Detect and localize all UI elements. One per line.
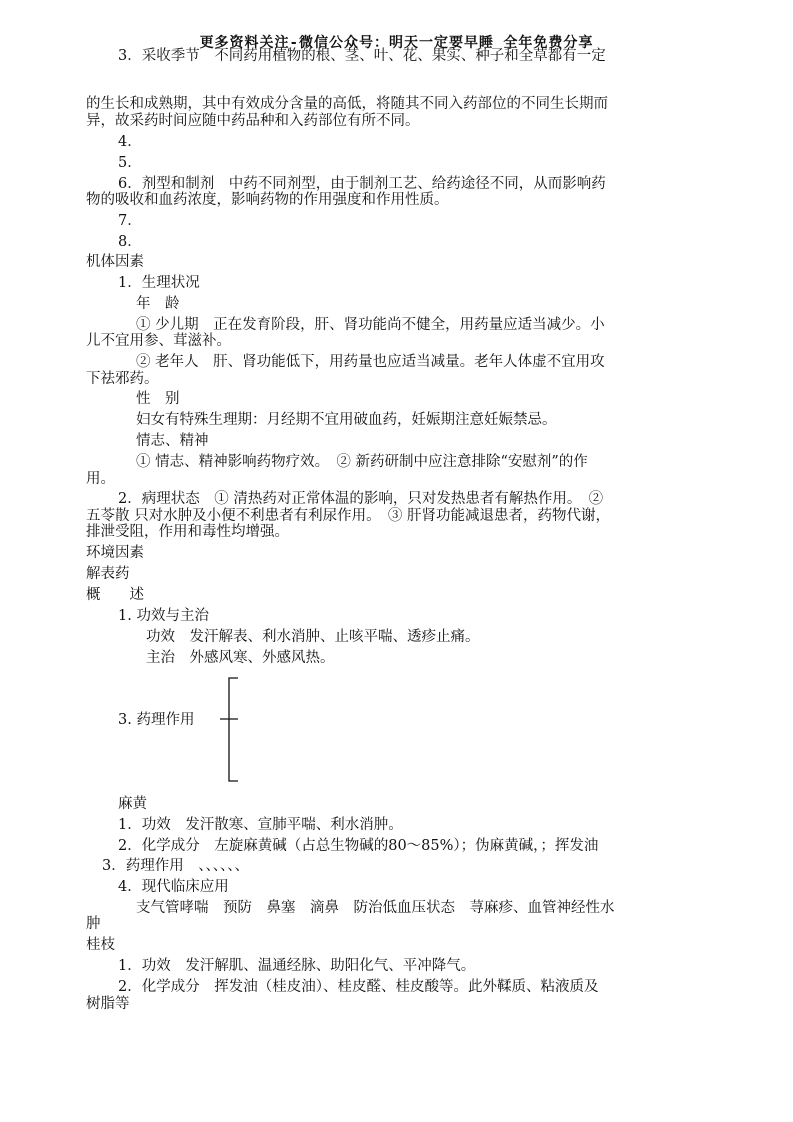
text-line: 情志、精神 [136, 433, 209, 449]
bracket-diagram [216, 677, 246, 783]
section-heading: 桂枝 [86, 937, 115, 953]
text-line: 4．现代临床应用 [118, 879, 229, 895]
page-header: 更多资料关注-微信公众号：明天一定要早睡 全年免费分享 [199, 35, 594, 51]
section-heading: 麻黄 [118, 796, 147, 812]
text-line: ① 少儿期 正在发育阶段，肝、肾功能尚不健全，用药量应适当减少。小 [136, 317, 605, 333]
text-line: 下祛邪药。 [86, 371, 159, 387]
text-line: 儿不宜用参、茸滋补。 [86, 333, 231, 349]
text-line: 5． [118, 155, 142, 171]
text-line: 用。 [86, 471, 115, 487]
text-line: 8． [118, 234, 142, 250]
text-line: 年 龄 [136, 296, 180, 312]
bracket-line [229, 678, 238, 781]
text-line: 3. 药理作用 [118, 712, 195, 728]
text-line: 树脂等 [86, 996, 130, 1012]
text-line: 2．化学成分 左旋麻黄碱（占总生物碱的80～85%）；伪麻黄碱，；挥发油 [118, 838, 599, 854]
text-line: ② 老年人 肝、肾功能低下，用药量也应适当减量。老年人体虚不宜用攻 [136, 354, 605, 370]
section-heading: 机体因素 [86, 254, 144, 270]
text-line: 2．化学成分 挥发油（桂皮油）、桂皮醛、桂皮酸等。此外鞣质、粘液质及 [118, 979, 599, 995]
text-line: 异，故采药时间应随中药品种和入药部位有所不同。 [86, 113, 420, 129]
text-line: 1．生理状况 [118, 275, 200, 291]
section-heading: 解表药 [86, 566, 130, 582]
text-line: 性 别 [136, 391, 180, 407]
text-line: 2．病理状态 ① 清热药对正常体温的影响，只对发热患者有解热作用。 ② [118, 491, 604, 507]
text-line: 3．采收季节 不同药用植物的根、茎、叶、花、果实、种子和全草都有一定 [118, 48, 606, 64]
text-line: 7． [118, 213, 142, 229]
text-line: 排泄受阻，作用和毒性均增强。 [86, 524, 289, 540]
text-line: 1. 功效与主治 [118, 608, 209, 624]
text-line: 1．功效 发汗散寒、宣肺平喘、利水消肿。 [118, 817, 403, 833]
text-line: 4． [118, 134, 142, 150]
text-line: 物的吸收和血药浓度，影响药物的作用强度和作用性质。 [86, 192, 449, 208]
text-line: 支气管哮喘 预防 鼻塞 滴鼻 防治低血压状态 荨麻疹、血管神经性水 [136, 900, 615, 916]
section-heading: 概 述 [86, 587, 144, 603]
text-line: 肿 [86, 916, 101, 932]
text-line: 1．功效 发汗解肌、温通经脉、助阳化气、平冲降气。 [118, 958, 476, 974]
text-line: 五苓散 只对水肿及小便不利患者有利尿作用。 ③ 肝肾功能减退患者，药物代谢， [86, 508, 610, 524]
text-line: 功效 发汗解表、利水消肿、止咳平喘、透疹止痛。 [146, 629, 480, 645]
text-line: 妇女有特殊生理期：月经期不宜用破血药，妊娠期注意妊娠禁忌。 [136, 412, 557, 428]
text-line: 3．药理作用 、、、、、、 [102, 858, 249, 874]
text-line: 的生长和成熟期，其中有效成分含量的高低，将随其不同入药部位的不同生长期而 [86, 96, 608, 112]
section-heading: 环境因素 [86, 545, 144, 561]
text-line: 主治 外感风寒、外感风热。 [146, 650, 335, 666]
text-line: ① 情志、精神影响药物疗效。 ② 新药研制中应注意排除“安慰剂”的作 [136, 454, 588, 470]
text-line: 6．剂型和制剂 中药不同剂型，由于制剂工艺、给药途径不同，从而影响药 [118, 176, 606, 192]
